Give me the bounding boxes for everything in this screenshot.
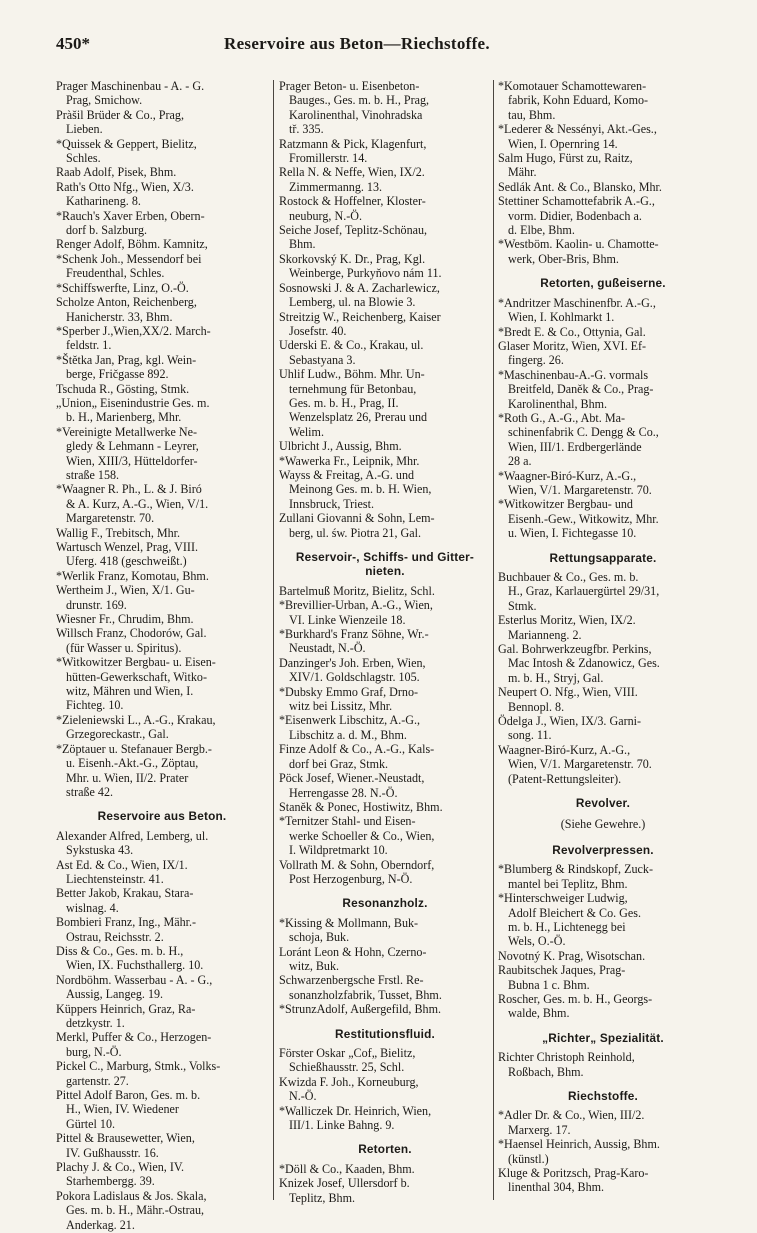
entry-line: Vollrath M. & Sohn, Oberndorf, [279,857,435,872]
entry-line: Wenzelsplatz 26, Prerau und [289,410,428,425]
entry-list [56,79,268,799]
entry-line: Rath's Otto Nfg., Wien, X/3. [56,179,194,194]
entry-list [279,1162,491,1205]
page-number: 450* [56,34,90,53]
section-heading-retorten: Retorten. [358,1142,412,1157]
entry-line: straße 158. [66,467,120,482]
entry-line: witz bei Lissitz, Mhr. [289,699,393,714]
entry-line: Libschitz a. d. M., Bhm. [289,727,407,742]
entry-line: vorm. Didier, Bodenbach a. [508,208,642,223]
entry-line: Roscher, Ges. m. b. H., Georgs- [498,991,653,1006]
column-1 [56,79,268,1232]
entry-line: Renger Adolf, Böhm. Kamnitz, [56,237,208,252]
entry-line: u. Wien, I. Fichtegasse 10. [508,526,637,541]
entry-list [56,829,268,1232]
entry-line: song. 11. [508,728,552,743]
entry-list [279,1046,491,1132]
entry-line: *Štětka Jan, Prag, kgl. Wein- [56,352,197,367]
entry-line: Lemberg, ul. na Blowie 3. [289,295,416,310]
entry-line: *Kissing & Mollmann, Buk- [279,915,419,930]
entry-line: feldstr. 1. [66,338,112,353]
entry-line: H., Wien, IV. Wiedener [66,1102,179,1117]
entry-line: Scholze Anton, Reichenberg, [56,295,197,310]
entry-line: Raubitschek Jaques, Prag- [498,963,626,978]
entry-line: *Blumberg & Rindskopf, Zuck- [498,862,653,877]
entry-line: Teplitz, Bhm. [289,1190,355,1205]
entry-line: Prager Maschinenbau - A. - G. [56,79,205,93]
entry-line: m. b. H., Stryj, Gal. [508,670,604,685]
entry-line: Aussig, Langeg. 19. [66,987,164,1002]
entry-line: *Wawerka Fr., Leipnik, Mhr. [279,453,420,468]
section-heading-retorten-gusseiserne: Retorten, gußeiserne. [540,276,666,291]
entry-line: Wertheim J., Wien, X/1. Gu- [56,583,195,598]
entry-line: *Ternitzer Stahl- und Eisen- [279,814,416,829]
entry-line: Lieben. [66,122,103,137]
entry-list [279,916,491,1017]
entry-line: *Walliczek Dr. Heinrich, Wien, [279,1103,432,1118]
entry-line: Merkl, Puffer & Co., Herzogen- [56,1030,212,1045]
entry-line: hütten-Gewerkschaft, Witko- [66,669,208,684]
entry-line: wislnag. 4. [66,900,119,915]
entry-line: Fromillerstr. 14. [289,151,368,166]
entry-line: Anderkag. 21. [66,1217,135,1232]
column-3 [498,79,708,1195]
entry-line: Schießhausstr. 25, Schl. [289,1060,405,1075]
entry-line: mantel bei Teplitz, Bhm. [508,876,628,891]
entry-line: *Andritzer Maschinenfbr. A.-G., [498,295,656,310]
entry-line: Loránt Leon & Hohn, Czerno- [279,944,427,959]
entry-line: (künstl.) [508,1151,549,1166]
entry-line: Esterlus Moritz, Wien, IX/2. [498,613,636,628]
entry-list [498,570,708,786]
entry-line: Alexander Alfred, Lemberg, ul. [56,828,209,843]
entry-line: *Quissek & Geppert, Bielitz, [56,136,197,151]
entry-line: Bubna 1 c. Bhm. [508,977,590,992]
entry-line: Schwarzenbergsche Frstl. Re- [279,973,424,988]
entry-line: Mac Intosh & Zdanowicz, Ges. [508,656,660,671]
entry-line: werke Schoeller & Co., Wien, [289,828,435,843]
entry-line: Küppers Heinrich, Graz, Ra- [56,1001,196,1016]
entry-line: Marianneng. 2. [508,627,582,642]
entry-line: Adolf Bleichert & Co. Ges. [508,905,642,920]
entry-line: Pöck Josef, Wiener.-Neustadt, [279,771,425,786]
entry-line: Bennopl. 8. [508,699,565,714]
section-heading-restitutionsfluid: Restitutionsfluid. [335,1026,435,1041]
section-heading-richter-spezialitaet: „Richter„ Spezialität. [542,1030,664,1045]
entry-line: *Werlik Franz, Komotau, Bhm. [56,568,209,583]
entry-line: Rella N. & Neffe, Wien, IX/2. [279,165,425,180]
entry-line: *Komotauer Schamottewaren- [498,79,647,93]
entry-line: Sykstuska 43. [66,843,134,858]
entry-line: Stmk. [508,598,537,613]
entry-line: VI. Linke Wienzeile 18. [289,612,406,627]
entry-line: I. Wildpretmarkt 10. [289,843,388,858]
entry-line: Ratzmann & Pick, Klagenfurt, [279,136,427,151]
entry-line: Liechtensteinstr. 41. [66,871,164,886]
entry-list [498,79,708,266]
entry-line: Rostock & Hoffelner, Kloster- [279,194,426,209]
entry-line: *Waagner-Biró-Kurz, A.-G., [498,468,637,483]
entry-line: u. Eisenh.-Akt.-G., Zöptau, [66,756,199,771]
entry-line: Prager Beton- u. Eisenbeton- [279,79,420,93]
entry-line: Streitzig W., Reichenberg, Kaiser [279,309,441,324]
entry-line: Wien, V/1. Margaretenstr. 70. [508,757,652,772]
entry-line: Bombieri Franz, Ing., Mähr.- [56,915,197,930]
entry-line: dorf bei Graz, Stmk. [289,756,389,771]
entry-line: Weinberge, Purkyňovo nám 11. [289,266,442,281]
entry-line: Nordböhm. Wasserbau - A. - G., [56,972,213,987]
entry-list [498,862,708,1020]
entry-line: *Dubsky Emmo Graf, Drno- [279,684,419,699]
entry-line: Pràšil Brüder & Co., Prag, [56,107,184,122]
entry-line: Eisenh.-Gew., Witkowitz, Mhr. [508,511,659,526]
entry-line: & A. Kurz, A.-G., Wien, V/1. [66,496,209,511]
entry-line: Herrengasse 28. N.-Ö. [289,785,398,800]
entry-line: tř. 335. [289,122,324,137]
entry-line: schoja, Buk. [289,930,350,945]
entry-line: *Roth G., A.-G., Abt. Ma- [498,410,625,425]
entry-line: Uferg. 418 (geschweißt.) [66,554,187,569]
entry-line: Starhembergg. 39. [66,1174,155,1189]
entry-line: Sosnowski J. & A. Zacharlewicz, [279,280,440,295]
entry-line: *Westböm. Kaolin- u. Chamotte- [498,237,659,252]
entry-line: detzkystr. 1. [66,1016,125,1030]
entry-line: Ges. m. b. H., Mähr.-Ostrau, [66,1203,205,1218]
entry-line: Prag, Smichow. [66,93,143,108]
entry-line: fingerg. 26. [508,353,564,368]
entry-line: d. Elbe, Bhm. [508,223,575,238]
entry-line: b. H., Marienberg, Mhr. [66,410,182,425]
column-2 [279,79,491,1205]
entry-line: Danzinger's Joh. Erben, Wien, [279,655,426,670]
entry-line: Wallig F., Trebitsch, Mhr. [56,525,181,540]
entry-line: Wien, XIII/3, Hütteldorfer- [66,453,198,468]
entry-line: Kwizda F. Joh., Korneuburg, [279,1074,419,1089]
entry-line: tau, Bhm. [508,107,556,122]
entry-line: Post Herzogenburg, N-Ö. [289,871,413,886]
entry-line: Mhr. u. Wien, II/2. Prater [66,770,189,785]
entry-line: Staněk & Ponec, Hostiwitz, Bhm. [279,799,443,814]
entry-list [498,1050,708,1079]
entry-line: *Sperber J.,Wien,XX/2. March- [56,323,211,338]
entry-line: Marxerg. 17. [508,1122,571,1137]
entry-line: *Brevillier-Urban, A.-G., Wien, [279,598,433,613]
entry-line: sonanzholzfabrik, Tusset, Bhm. [289,987,442,1002]
entry-line: Schles. [66,151,101,166]
entry-line: Sebastyana 3. [289,352,356,367]
entry-line: *Haensel Heinrich, Aussig, Bhm. [498,1137,660,1152]
entry-line: gledy & Lehmann - Leyrer, [66,439,199,454]
entry-line: *Eisenwerk Libschitz, A.-G., [279,713,421,728]
section-heading-revolverpressen: Revolverpressen. [552,842,654,857]
section-heading-reservoire-aus-beton: Reservoire aus Beton. [97,809,227,824]
entry-line: *Waagner R. Ph., L. & J. Biró [56,482,202,497]
entry-line: m. b. H., Lichtenegg bei [508,919,626,934]
entry-list [498,1108,708,1194]
entry-line: Wien, I. Kohlmarkt 1. [508,310,615,325]
entry-line: linenthal 304, Bhm. [508,1180,605,1195]
entry-line: (für Wasser u. Spiritus). [66,640,182,655]
entry-line: *Schiffswerfte, Linz, O.-Ö. [56,280,189,295]
entry-line: Plachy J. & Co., Wien, IV. [56,1160,185,1175]
entry-list [279,79,491,540]
entry-line: 28 a. [508,454,532,469]
entry-line: Gal. Bohrwerkzeugfbr. Perkins, [498,642,652,657]
entry-line: Josefstr. 40. [289,323,347,338]
entry-line: fabrik, Kohn Eduard, Komo- [508,93,649,108]
entry-line: N.-Ö. [289,1089,317,1104]
entry-line: Roßbach, Bhm. [508,1064,584,1079]
entry-line: Karolinenthal, Bhm. [508,396,608,411]
entry-line: Bhm. [289,237,316,252]
entry-line: berg, ul. św. Piotra 21, Gal. [289,525,422,540]
entry-line: Seiche Josef, Teplitz-Schönau, [279,223,428,238]
entry-line: Uderski E. & Co., Krakau, ul. [279,338,424,353]
entry-line: *Hinterschweiger Ludwig, [498,891,628,906]
entry-line: Wels, O.-Ö. [508,934,566,949]
entry-line: *Vereinigte Metallwerke Ne- [56,424,198,439]
section-heading-riechstoffe: Riechstoffe. [568,1089,638,1103]
entry-line: Bauges., Ges. m. b. H., Prag, [289,93,430,108]
entry-line: Margaretenstr. 70. [66,511,155,526]
entry-line: Grzegoreckastr., Gal. [66,727,169,742]
entry-line: Meinong Ges. m. b. H. Wien, [289,482,432,497]
entry-line: berge, Fričgasse 892. [66,367,169,382]
entry-line: *Adler Dr. & Co., Wien, III/2. [498,1108,645,1123]
entry-line: werk, Ober-Bris, Bhm. [508,251,619,266]
entry-line: Hanicherstr. 33, Bhm. [66,309,173,324]
entry-line: Gürtel 10. [66,1116,116,1131]
section-heading-rettungsapparate: Rettungsapparate. [549,550,657,565]
entry-line: walde, Bhm. [508,1006,570,1021]
entry-line: Ostrau, Reichsstr. 2. [66,929,164,944]
entry-line: Finze Adolf & Co., A.-G., Kals- [279,742,435,757]
entry-line: Förster Oskar „Cof„ Bielitz, [279,1046,416,1060]
entry-line: burg, N.-Ö. [66,1044,122,1059]
entry-line: Ulbricht J., Aussig, Bhm. [279,439,402,454]
entry-line: Wien, V/1. Margaretenstr. 70. [508,482,652,497]
entry-line: Neustadt, N.-Ö. [289,641,366,656]
entry-line: Katharineng. 8. [66,194,141,209]
entry-line: Knizek Josef, Ullersdorf b. [279,1176,410,1191]
entry-line: Wayss & Freitag, A.-G. und [279,467,415,482]
entry-line: Zimmermanng. 13. [289,179,383,194]
entry-line: IV. Gußhausstr. 16. [66,1145,159,1160]
entry-line: *Maschinenbau-A.-G. vormals [498,367,649,382]
section-heading-revolver: Revolver. [575,796,631,811]
entry-line: Freudenthal, Schles. [66,266,165,281]
entry-line: Welim. [289,424,324,439]
page-header [56,34,706,58]
entry-list [498,296,708,541]
entry-line: Kluge & Poritzsch, Prag-Karo- [498,1166,649,1181]
entry-line: Salm Hugo, Fürst zu, Raitz, [498,151,633,166]
entry-line: Waagner-Biró-Kurz, A.-G., [498,742,631,757]
entry-line: ternehmung für Betonbau, [289,381,417,396]
entry-line: Ges. m. b. H., Prag, II. [289,395,399,410]
entry-line: Fichteg. 10. [66,698,124,713]
entry-line: straße 42. [66,784,114,799]
entry-line: Glaser Moritz, Wien, XVI. Ef- [498,338,647,353]
entry-line: Pittel & Brausewetter, Wien, [56,1131,195,1146]
entry-line: *Zöptauer u. Stefanauer Bergb.- [56,741,212,756]
entry-line: Willsch Franz, Chodorów, Gal. [56,626,207,641]
entry-line: witz, Buk. [289,958,340,973]
entry-line: Novotný K. Prag, Wisotschan. [498,948,646,963]
entry-list [279,584,491,887]
entry-line: XIV/1. Goldschlagstr. 105. [289,670,420,685]
entry-line: Better Jakob, Krakau, Stara- [56,886,194,901]
entry-line: schinenfabrik C. Dengg & Co., [508,425,659,440]
entry-line: *Lederer & Nessényi, Akt.-Ges., [498,122,657,137]
entry-line: *Bredt E. & Co., Ottynia, Gal. [498,324,646,339]
entry-line: „Union„ Eisenindustrie Ges. m. [56,395,210,410]
cross-reference-note: (Siehe Gewehre.) [560,816,646,831]
entry-line: Diss & Co., Ges. m. b. H., [56,943,184,958]
section-heading-nieten: Reservoir-, Schiffs- und Gitter-nieten. [295,550,475,579]
entry-line: Richter Christoph Reinhold, [498,1050,635,1065]
entry-line: Wien, IX. Fuchsthallerg. 10. [66,958,204,973]
entry-line: *Zieleniewski L., A.-G., Krakau, [56,712,216,727]
entry-line: *Witkowitzer Bergbau- u. Eisen- [56,655,216,670]
entry-line: *Schenk Joh., Messendorf bei [56,251,202,266]
entry-line: drunstr. 169. [66,597,127,612]
entry-line: *Döll & Co., Kaaden, Bhm. [279,1161,415,1176]
entry-line: Mähr. [508,165,537,180]
entry-line: Raab Adolf, Pisek, Bhm. [56,165,177,180]
entry-line: *StrunzAdolf, Außergefild, Bhm. [279,1002,442,1017]
entry-line: witz, Mähren und Wien, I. [66,684,194,699]
column-divider-left [273,80,274,1200]
entry-line: Karolinenthal, Vinohradska [289,107,423,122]
entry-line: H., Graz, Karlauergürtel 29/31, [508,584,660,599]
column-divider-right [493,80,494,1200]
running-title: Reservoire aus Beton—Riechstoffe. [224,34,490,53]
section-heading-resonanzholz: Resonanzholz. [342,896,428,911]
entry-line: dorf b. Salzburg. [66,223,148,238]
entry-line: Ast Ed. & Co., Wien, IX/1. [56,857,188,872]
entry-line: Ödelga J., Wien, IX/3. Garni- [498,714,642,729]
entry-line: Neupert O. Nfg., Wien, VIII. [498,685,638,700]
entry-line: III/1. Linke Bahng. 9. [289,1118,395,1133]
entry-line: Zullani Giovanni & Sohn, Lem- [279,511,435,526]
entry-line: Innsbruck, Triest. [289,496,374,511]
entry-line: Bartelmuß Moritz, Bielitz, Schl. [279,583,435,598]
entry-line: Sedlák Ant. & Co., Blansko, Mhr. [498,179,662,194]
entry-line: (Patent-Rettungsleiter). [508,771,622,786]
entry-line: Tschuda R., Gösting, Stmk. [56,381,190,396]
entry-line: *Burkhard's Franz Söhne, Wr.- [279,627,429,642]
entry-line: Wien, III/1. Erdbergerlände [508,439,642,454]
entry-line: Wien, I. Opernring 14. [508,136,618,151]
entry-line: Uhlif Ludw., Böhm. Mhr. Un- [279,367,425,382]
entry-line: gartenstr. 27. [66,1073,129,1088]
entry-line: *Rauch's Xaver Erben, Obern- [56,208,205,223]
entry-line: Pokora Ladislaus & Jos. Skala, [56,1188,207,1203]
entry-line: Skorkovský K. Dr., Prag, Kgl. [279,251,426,266]
entry-line: neuburg, N.-Ö. [289,208,362,223]
entry-line: *Witkowitzer Bergbau- und [498,497,633,512]
entry-line: Wartusch Wenzel, Prag, VIII. [56,540,199,554]
entry-line: Pickel C., Marburg, Stmk., Volks- [56,1059,221,1074]
entry-line: Wiesner Fr., Chrudim, Bhm. [56,612,194,627]
entry-line: Pittel Adolf Baron, Ges. m. b. [56,1088,201,1103]
entry-line: Stettiner Schamottefabrik A.-G., [498,194,655,209]
entry-line: Breitfeld, Daněk & Co., Prag- [508,382,654,397]
entry-line: Buchbauer & Co., Ges. m. b. [498,570,639,584]
